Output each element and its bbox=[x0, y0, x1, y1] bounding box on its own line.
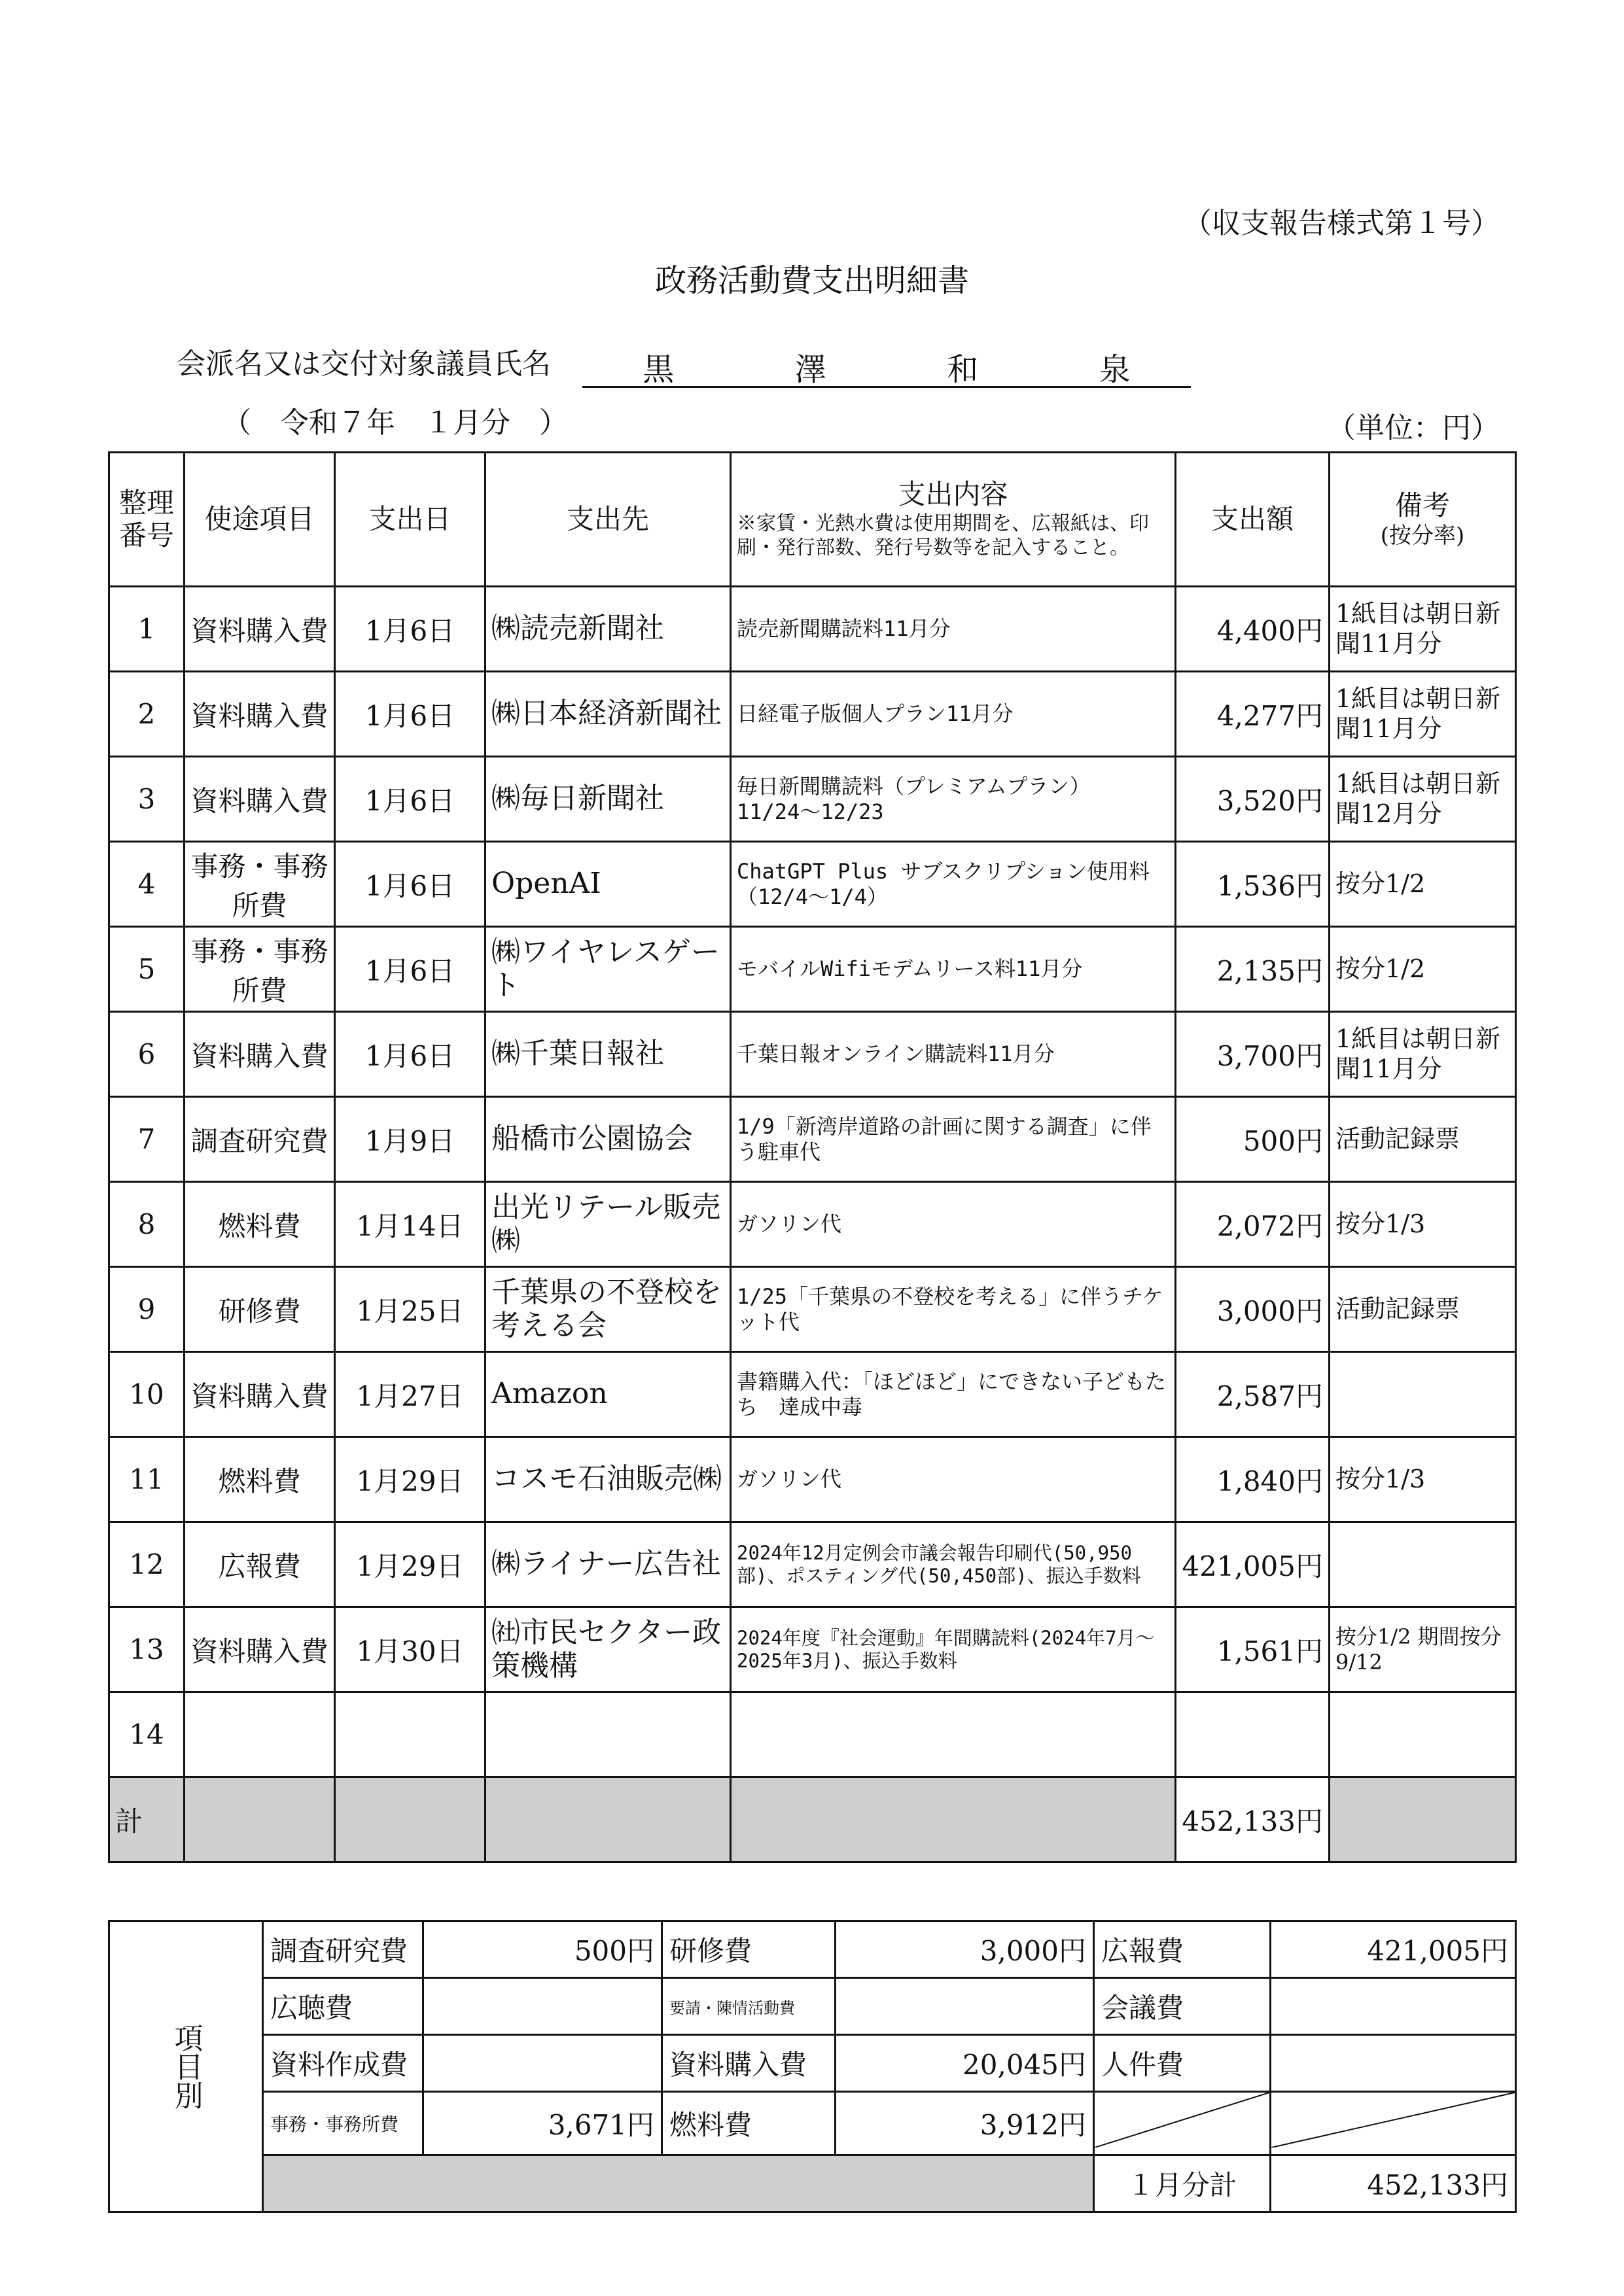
cell-category bbox=[185, 1692, 335, 1777]
cell-note: 按分1/2 bbox=[1330, 927, 1516, 1012]
cell-payee: 船橋市公園協会 bbox=[485, 1097, 731, 1182]
header-no: 整理番号 bbox=[109, 453, 185, 587]
header-amount: 支出額 bbox=[1176, 453, 1330, 587]
cell-no: 13 bbox=[109, 1607, 185, 1692]
cell-category: 資料購入費 bbox=[185, 1352, 335, 1437]
summary-value: 20,045円 bbox=[836, 2035, 1094, 2092]
summary-table bbox=[108, 1920, 1517, 2213]
summary-label: 人件費 bbox=[1094, 2035, 1271, 2092]
cell-content: 日経電子版個人プラン11月分 bbox=[731, 672, 1176, 757]
month-total-label: １月分計 bbox=[1094, 2155, 1271, 2212]
cell-date: 1月6日 bbox=[335, 757, 485, 842]
cell-note bbox=[1330, 1522, 1516, 1607]
cell-payee: ㈱ライナー広告社 bbox=[485, 1522, 731, 1607]
total-row bbox=[109, 1777, 1516, 1862]
member-name bbox=[582, 347, 1191, 388]
cell-content: ガソリン代 bbox=[731, 1437, 1176, 1522]
header-date: 支出日 bbox=[335, 453, 485, 587]
header-category: 使途項目 bbox=[185, 453, 335, 587]
cell-no: 5 bbox=[109, 927, 185, 1012]
cell-date: 1月29日 bbox=[335, 1522, 485, 1607]
table-row bbox=[109, 757, 1516, 842]
summary-label: 会議費 bbox=[1094, 1978, 1271, 2035]
cell-payee: コスモ石油販売㈱ bbox=[485, 1437, 731, 1522]
cell-date: 1月6日 bbox=[335, 587, 485, 672]
cell-payee: Amazon bbox=[485, 1352, 731, 1437]
cell-content: ガソリン代 bbox=[731, 1182, 1176, 1267]
total-label: 計 bbox=[109, 1777, 185, 1862]
summary-label: 広報費 bbox=[1094, 1921, 1271, 1978]
diagonal-blank bbox=[1094, 2092, 1271, 2155]
cell-no: 14 bbox=[109, 1692, 185, 1777]
table-row bbox=[109, 1607, 1516, 1692]
cell-category: 資料購入費 bbox=[185, 672, 335, 757]
cell-content: 読売新聞購読料11月分 bbox=[731, 587, 1176, 672]
cell-no: 8 bbox=[109, 1182, 185, 1267]
cell-note: 按分1/3 bbox=[1330, 1182, 1516, 1267]
cell-content: 2024年12月定例会市議会報告印刷代(50,950部)、ポスティング代(50,450部)、振込手数料 bbox=[731, 1522, 1176, 1607]
summary-label: 調査研究費 bbox=[263, 1921, 423, 1978]
cell-content bbox=[731, 1692, 1176, 1777]
cell-no: 7 bbox=[109, 1097, 185, 1182]
header-note bbox=[1330, 453, 1516, 587]
period: （ 令和７年 １月分 ） bbox=[222, 406, 568, 440]
table-row bbox=[109, 1182, 1516, 1267]
cell-date: 1月9日 bbox=[335, 1097, 485, 1182]
cell-date bbox=[335, 1692, 485, 1777]
total-blank bbox=[335, 1777, 485, 1862]
cell-category: 事務・事務所費 bbox=[185, 842, 335, 927]
cell-note bbox=[1330, 1352, 1516, 1437]
cell-amount: 1,561円 bbox=[1176, 1607, 1330, 1692]
cell-amount: 1,536円 bbox=[1176, 842, 1330, 927]
unit-label: （単位：円） bbox=[1327, 411, 1500, 445]
diagonal-blank bbox=[1271, 2092, 1516, 2155]
cell-note: 按分1/2 期間按分9/12 bbox=[1330, 1607, 1516, 1692]
cell-category: 研修費 bbox=[185, 1267, 335, 1352]
cell-amount: 421,005円 bbox=[1176, 1522, 1330, 1607]
cell-note: 活動記録票 bbox=[1330, 1267, 1516, 1352]
cell-payee: 出光リテール販売㈱ bbox=[485, 1182, 731, 1267]
form-number: （収支報告様式第１号） bbox=[1183, 207, 1500, 240]
header-note-sub: (按分率) bbox=[1380, 522, 1465, 549]
table-row bbox=[109, 1352, 1516, 1437]
summary-value: 3,671円 bbox=[423, 2092, 662, 2155]
cell-payee: ㈱千葉日報社 bbox=[485, 1012, 731, 1097]
cell-payee: 千葉県の不登校を考える会 bbox=[485, 1267, 731, 1352]
cell-payee: ㈱毎日新聞社 bbox=[485, 757, 731, 842]
cell-date: 1月6日 bbox=[335, 927, 485, 1012]
cell-date: 1月14日 bbox=[335, 1182, 485, 1267]
cell-content: 毎日新聞購読料（プレミアムプラン）11/24〜12/23 bbox=[731, 757, 1176, 842]
cell-date: 1月27日 bbox=[335, 1352, 485, 1437]
table-row bbox=[109, 1522, 1516, 1607]
cell-category: 資料購入費 bbox=[185, 757, 335, 842]
summary-value: 421,005円 bbox=[1271, 1921, 1516, 1978]
summary-value: 3,000円 bbox=[836, 1921, 1094, 1978]
diagonal-line bbox=[1095, 2093, 1269, 2148]
summary-label: 要請・陳情活動費 bbox=[662, 1978, 836, 2035]
cell-category: 事務・事務所費 bbox=[185, 927, 335, 1012]
cell-content: 1/9「新湾岸道路の計画に関する調査」に伴う駐車代 bbox=[731, 1097, 1176, 1182]
summary-label: 事務・事務所費 bbox=[263, 2092, 423, 2155]
cell-category: 資料購入費 bbox=[185, 587, 335, 672]
cell-date: 1月29日 bbox=[335, 1437, 485, 1522]
summary-value bbox=[423, 2035, 662, 2092]
summary-value bbox=[1271, 1978, 1516, 2035]
cell-date: 1月6日 bbox=[335, 842, 485, 927]
cell-no: 11 bbox=[109, 1437, 185, 1522]
cell-category: 資料購入費 bbox=[185, 1012, 335, 1097]
header-content-title: 支出内容 bbox=[898, 478, 1008, 511]
cell-payee: OpenAI bbox=[485, 842, 731, 927]
table-row bbox=[109, 1692, 1516, 1777]
summary-label: 資料作成費 bbox=[263, 2035, 423, 2092]
cell-no: 6 bbox=[109, 1012, 185, 1097]
cell-content: 2024年度『社会運動』年間購読料(2024年7月〜2025年3月)、振込手数料 bbox=[731, 1607, 1176, 1692]
cell-note: 1紙目は朝日新聞11月分 bbox=[1330, 587, 1516, 672]
table-row bbox=[109, 1267, 1516, 1352]
cell-payee bbox=[485, 1692, 731, 1777]
header-note-title: 備考 bbox=[1394, 489, 1450, 522]
cell-no: 9 bbox=[109, 1267, 185, 1352]
expense-table bbox=[108, 451, 1517, 1863]
cell-note: 活動記録票 bbox=[1330, 1097, 1516, 1182]
header-content bbox=[731, 453, 1176, 587]
cell-note: 1紙目は朝日新聞12月分 bbox=[1330, 757, 1516, 842]
cell-content: モバイルWifiモデムリース料11月分 bbox=[731, 927, 1176, 1012]
cell-amount: 4,400円 bbox=[1176, 587, 1330, 672]
cell-note bbox=[1330, 1692, 1516, 1777]
table-row bbox=[109, 1097, 1516, 1182]
cell-category: 調査研究費 bbox=[185, 1097, 335, 1182]
total-blank bbox=[485, 1777, 731, 1862]
summary-value bbox=[423, 1978, 662, 2035]
summary-label: 研修費 bbox=[662, 1921, 836, 1978]
summary-label: 資料購入費 bbox=[662, 2035, 836, 2092]
cell-amount: 1,840円 bbox=[1176, 1437, 1330, 1522]
summary-value: 500円 bbox=[423, 1921, 662, 1978]
cell-date: 1月30日 bbox=[335, 1607, 485, 1692]
name-char: 和 bbox=[947, 351, 979, 388]
cell-date: 1月6日 bbox=[335, 672, 485, 757]
name-char: 泉 bbox=[1099, 351, 1131, 388]
cell-content: 千葉日報オンライン購読料11月分 bbox=[731, 1012, 1176, 1097]
month-total-value: 452,133円 bbox=[1271, 2155, 1516, 2212]
cell-payee: ㈱ワイヤレスゲート bbox=[485, 927, 731, 1012]
cell-note: 1紙目は朝日新聞11月分 bbox=[1330, 1012, 1516, 1097]
header-payee: 支出先 bbox=[485, 453, 731, 587]
cell-category: 燃料費 bbox=[185, 1182, 335, 1267]
cell-payee: ㈱日本経済新聞社 bbox=[485, 672, 731, 757]
cell-content: ChatGPT Plus サブスクリプション使用料（12/4〜1/4） bbox=[731, 842, 1176, 927]
table-row bbox=[109, 842, 1516, 927]
summary-value: 3,912円 bbox=[836, 2092, 1094, 2155]
cell-no: 10 bbox=[109, 1352, 185, 1437]
cell-payee: ㈳市民セクター政策機構 bbox=[485, 1607, 731, 1692]
cell-amount: 2,135円 bbox=[1176, 927, 1330, 1012]
total-blank bbox=[185, 1777, 335, 1862]
shaded-blank bbox=[263, 2155, 1094, 2212]
cell-amount: 4,277円 bbox=[1176, 672, 1330, 757]
cell-date: 1月6日 bbox=[335, 1012, 485, 1097]
table-row bbox=[109, 927, 1516, 1012]
total-blank bbox=[731, 1777, 1176, 1862]
cell-no: 3 bbox=[109, 757, 185, 842]
cell-no: 12 bbox=[109, 1522, 185, 1607]
cell-note: 按分1/3 bbox=[1330, 1437, 1516, 1522]
cell-amount: 3,520円 bbox=[1176, 757, 1330, 842]
total-amount: 452,133円 bbox=[1176, 1777, 1330, 1862]
name-label: 会派名又は交付対象議員氏名 bbox=[177, 347, 551, 381]
table-row bbox=[109, 1437, 1516, 1522]
cell-note: 按分1/2 bbox=[1330, 842, 1516, 927]
header-content-note: ※家賃・光熱水費は使用期間を、広報紙は、印刷・発行部数、発行号数等を記入すること。 bbox=[737, 512, 1149, 560]
summary-value bbox=[836, 1978, 1094, 2035]
name-char: 澤 bbox=[794, 351, 826, 388]
summary-value bbox=[1271, 2035, 1516, 2092]
cell-no: 2 bbox=[109, 672, 185, 757]
cell-category: 燃料費 bbox=[185, 1437, 335, 1522]
cell-category: 広報費 bbox=[185, 1522, 335, 1607]
cell-amount: 2,072円 bbox=[1176, 1182, 1330, 1267]
cell-date: 1月25日 bbox=[335, 1267, 485, 1352]
table-header-row bbox=[109, 453, 1516, 587]
name-char: 黒 bbox=[643, 351, 675, 388]
summary-label: 燃料費 bbox=[662, 2092, 836, 2155]
cell-amount: 3,000円 bbox=[1176, 1267, 1330, 1352]
cell-category: 資料購入費 bbox=[185, 1607, 335, 1692]
summary-label: 広聴費 bbox=[263, 1978, 423, 2035]
cell-amount: 2,587円 bbox=[1176, 1352, 1330, 1437]
cell-content: 書籍購入代：「ほどほど」にできない子どもたち 達成中毒 bbox=[731, 1352, 1176, 1437]
document-title: 政務活動費支出明細書 bbox=[654, 262, 969, 299]
total-blank bbox=[1330, 1777, 1516, 1862]
table-row bbox=[109, 672, 1516, 757]
item-category-label bbox=[109, 1921, 263, 2212]
cell-note: 1紙目は朝日新聞11月分 bbox=[1330, 672, 1516, 757]
cell-payee: ㈱読売新聞社 bbox=[485, 587, 731, 672]
cell-amount: 3,700円 bbox=[1176, 1012, 1330, 1097]
diagonal-line bbox=[1271, 2093, 1515, 2148]
table-row bbox=[109, 1012, 1516, 1097]
cell-amount bbox=[1176, 1692, 1330, 1777]
table-row bbox=[109, 587, 1516, 672]
item-label: 項目別 bbox=[169, 2023, 203, 2110]
cell-amount: 500円 bbox=[1176, 1097, 1330, 1182]
cell-no: 1 bbox=[109, 587, 185, 672]
cell-no: 4 bbox=[109, 842, 185, 927]
cell-content: 1/25「千葉県の不登校を考える」に伴うチケット代 bbox=[731, 1267, 1176, 1352]
